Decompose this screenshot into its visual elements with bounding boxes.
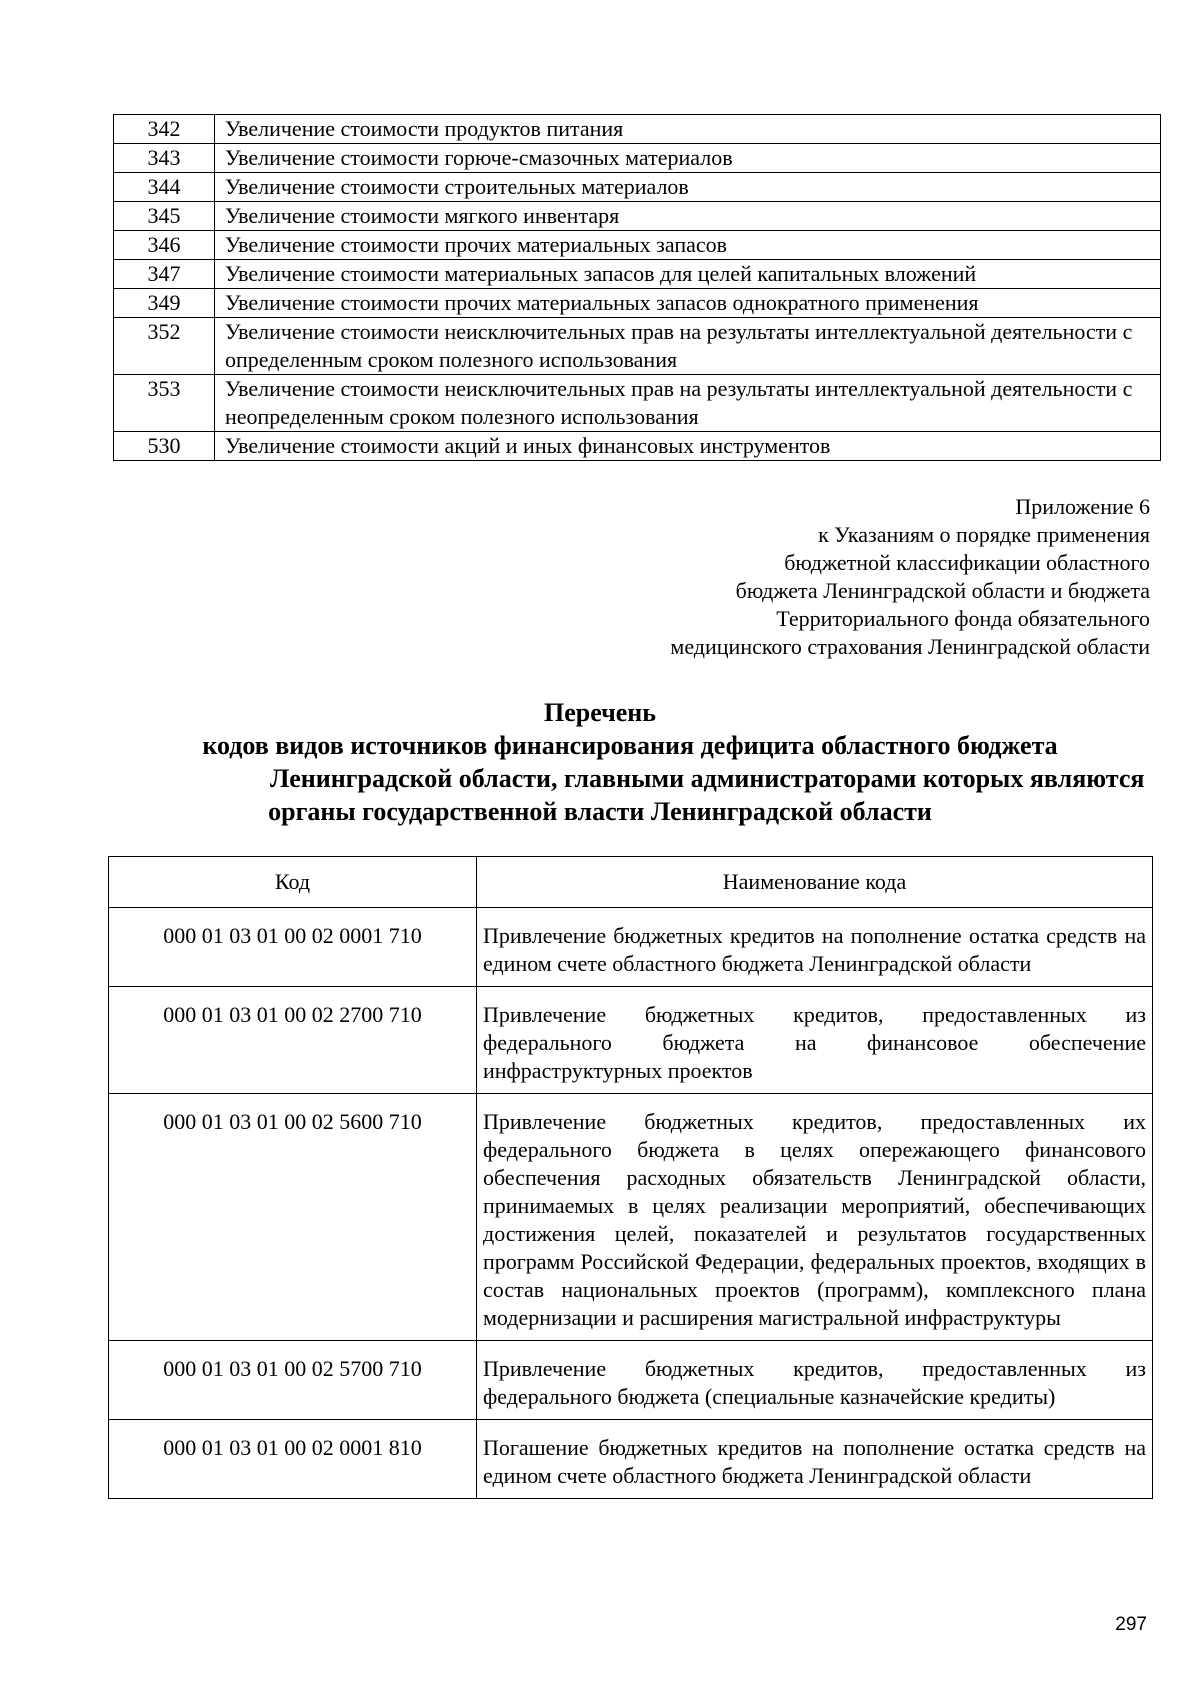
table-row xyxy=(114,318,1161,375)
description-cell: Увеличение стоимости горюче-смазочных материалов xyxy=(215,144,1161,173)
code-cell: 000 01 03 01 00 02 2700 710 xyxy=(109,987,477,1094)
description-cell: Погашение бюджетных кредитов на пополнение остатка средств на едином счете областного бюджета Ленинградской области xyxy=(477,1420,1153,1499)
description-cell: Увеличение стоимости прочих материальных запасов однократного применения xyxy=(215,289,1161,318)
financing-sources-table xyxy=(108,856,1153,1499)
description-cell: Привлечение бюджетных кредитов на пополнение остатка средств на едином счете областного бюджета Ленинградской области xyxy=(477,908,1153,987)
title-line: Ленинградской области, главными администраторами которых являются xyxy=(270,764,1145,793)
expense-codes-table xyxy=(113,114,1161,461)
appendix-line: бюджета Ленинградской области и бюджета xyxy=(735,578,1150,603)
table-row xyxy=(114,115,1161,144)
page-number: 297 xyxy=(1115,1614,1147,1635)
description-cell: Привлечение бюджетных кредитов, предоставленных из федерального бюджета на финансовое обеспечение инфраструктурных проектов xyxy=(477,987,1153,1094)
code-cell: 346 xyxy=(114,231,215,260)
description-cell: Увеличение стоимости материальных запасов для целей капитальных вложений xyxy=(215,260,1161,289)
table-row xyxy=(114,144,1161,173)
appendix-line: Приложение 6 xyxy=(1015,494,1150,519)
code-cell: 352 xyxy=(114,318,215,375)
title-line: Перечень xyxy=(543,698,657,727)
document-title xyxy=(100,696,1145,828)
code-cell: 343 xyxy=(114,144,215,173)
code-cell: 530 xyxy=(114,432,215,461)
description-cell: Увеличение стоимости прочих материальных запасов xyxy=(215,231,1161,260)
code-column-header: Код xyxy=(109,857,477,908)
description-cell: Привлечение бюджетных кредитов, предоставленных из федерального бюджета (специальные казначейские кредиты) xyxy=(477,1341,1153,1420)
title-line: кодов видов источников финансирования дефицита областного бюджета xyxy=(202,731,1058,760)
table-row xyxy=(109,1094,1153,1341)
table-row xyxy=(114,202,1161,231)
description-cell: Привлечение бюджетных кредитов, предоставленных их федерального бюджета в целях опережающего финансового обеспечения расходных обязательств Ленинградской области, принимаемых в целях реализации мероприятий, обеспечивающих достижения целей, показателей и результатов государственных программ Российской Федерации, федеральных проектов, входящих в состав национальных проектов (программ), комплексного плана модернизации и расширения магистральной инфраструктуры xyxy=(477,1094,1153,1341)
table-row xyxy=(109,987,1153,1094)
code-cell: 347 xyxy=(114,260,215,289)
table-header-row xyxy=(109,857,1153,908)
code-cell: 000 01 03 01 00 02 5700 710 xyxy=(109,1341,477,1420)
code-cell: 345 xyxy=(114,202,215,231)
table-row xyxy=(109,908,1153,987)
code-cell: 000 01 03 01 00 02 0001 810 xyxy=(109,1420,477,1499)
code-cell: 000 01 03 01 00 02 0001 710 xyxy=(109,908,477,987)
appendix-line: медицинского страхования Ленинградской области xyxy=(670,634,1150,659)
title-line: органы государственной власти Ленинградской области xyxy=(268,797,932,826)
table-row xyxy=(114,173,1161,202)
code-cell: 342 xyxy=(114,115,215,144)
table-row xyxy=(114,375,1161,432)
code-cell: 349 xyxy=(114,289,215,318)
appendix-note xyxy=(450,493,1150,661)
code-cell: 344 xyxy=(114,173,215,202)
code-cell: 000 01 03 01 00 02 5600 710 xyxy=(109,1094,477,1341)
description-cell: Увеличение стоимости продуктов питания xyxy=(215,115,1161,144)
table-row xyxy=(114,289,1161,318)
appendix-line: бюджетной классификации областного xyxy=(784,550,1150,575)
appendix-line: к Указаниям о порядке применения xyxy=(818,522,1150,547)
table-row xyxy=(114,432,1161,461)
appendix-line: Территориального фонда обязательного xyxy=(776,606,1150,631)
table-row xyxy=(114,260,1161,289)
name-column-header: Наименование кода xyxy=(477,857,1153,908)
description-cell: Увеличение стоимости неисключительных прав на результаты интеллектуальной деятельности с неопределенным сроком полезного использования xyxy=(215,375,1161,432)
table-row xyxy=(114,231,1161,260)
description-cell: Увеличение стоимости мягкого инвентаря xyxy=(215,202,1161,231)
description-cell: Увеличение стоимости акций и иных финансовых инструментов xyxy=(215,432,1161,461)
description-cell: Увеличение стоимости строительных материалов xyxy=(215,173,1161,202)
description-cell: Увеличение стоимости неисключительных прав на результаты интеллектуальной деятельности с определенным сроком полезного использования xyxy=(215,318,1161,375)
table-row xyxy=(109,1420,1153,1499)
code-cell: 353 xyxy=(114,375,215,432)
table-row xyxy=(109,1341,1153,1420)
